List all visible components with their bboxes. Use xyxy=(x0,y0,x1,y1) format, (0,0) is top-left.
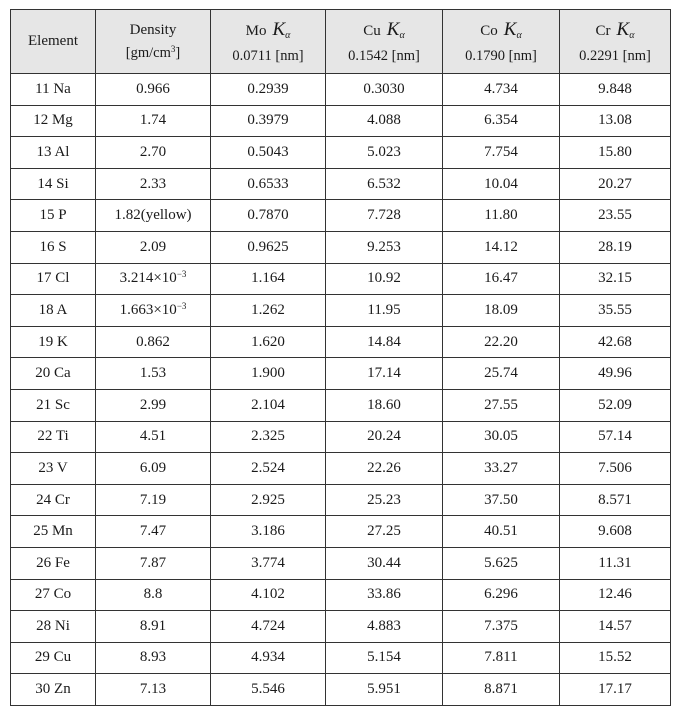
cell-cr-value: 7.506 xyxy=(598,459,632,476)
cell-mo-value: 0.7870 xyxy=(247,207,289,224)
cell-co xyxy=(443,453,560,485)
header-cu xyxy=(326,10,443,74)
cell-cu-value: 0.3030 xyxy=(363,80,405,97)
cell-element xyxy=(11,579,96,611)
cell-element xyxy=(11,389,96,421)
cell-element xyxy=(11,642,96,674)
cell-cu xyxy=(326,105,443,137)
cell-cu-value: 14.84 xyxy=(367,333,401,350)
table-row xyxy=(11,611,671,643)
cell-mo xyxy=(211,137,326,169)
cell-co-value: 25.74 xyxy=(484,365,518,382)
cell-element xyxy=(11,421,96,453)
header-row xyxy=(11,10,671,74)
cell-element-value: 28 Ni xyxy=(36,617,70,634)
cell-cr-value: 20.27 xyxy=(598,175,632,192)
cell-co-value: 33.27 xyxy=(484,459,518,476)
cell-density-value: 7.87 xyxy=(139,554,167,571)
cell-cu xyxy=(326,484,443,516)
cell-density-value: 8.91 xyxy=(139,617,167,634)
header-density-unit-sup: 3 xyxy=(170,43,176,54)
cell-cu-value: 18.60 xyxy=(367,396,401,413)
cell-element-value: 11 Na xyxy=(35,80,71,97)
table-row xyxy=(11,421,671,453)
header-mo-wavelength: 0.0711 [nm] xyxy=(232,47,304,64)
table-body xyxy=(11,74,671,706)
cell-cu-value: 5.023 xyxy=(367,143,401,160)
cell-co-value: 37.50 xyxy=(484,491,518,508)
cell-element xyxy=(11,484,96,516)
cell-co xyxy=(443,200,560,232)
header-cu-top xyxy=(326,18,442,43)
cell-density-value: 1.74 xyxy=(139,112,167,129)
cell-co-value: 7.754 xyxy=(484,143,518,160)
cell-cu xyxy=(326,74,443,106)
cell-density xyxy=(96,421,211,453)
cell-density-value: 1.82(yellow) xyxy=(114,207,192,224)
cell-element xyxy=(11,200,96,232)
cell-mo-value: 0.2939 xyxy=(247,80,289,97)
cell-mo xyxy=(211,231,326,263)
cell-element-value: 23 V xyxy=(38,459,68,476)
cell-mo xyxy=(211,611,326,643)
cell-cr xyxy=(560,295,671,327)
cell-co xyxy=(443,484,560,516)
cell-density xyxy=(96,326,211,358)
table-row xyxy=(11,74,671,106)
cell-density xyxy=(96,263,211,295)
cell-density-value: 7.19 xyxy=(139,491,167,508)
table-row xyxy=(11,453,671,485)
cell-density xyxy=(96,674,211,706)
table-row xyxy=(11,168,671,200)
header-density-unit-end: ] xyxy=(175,44,181,61)
cell-density-value: 1.663×10 xyxy=(119,301,177,318)
cell-co-value: 7.375 xyxy=(484,617,518,634)
cell-element-value: 12 Mg xyxy=(33,112,73,129)
cell-element-value: 15 P xyxy=(39,207,67,224)
cell-density xyxy=(96,231,211,263)
cell-mo xyxy=(211,579,326,611)
cell-cr xyxy=(560,674,671,706)
cell-cr xyxy=(560,389,671,421)
cell-mo-value: 0.3979 xyxy=(247,112,289,129)
cell-cr-value: 14.57 xyxy=(598,617,632,634)
table-row xyxy=(11,484,671,516)
cell-cr xyxy=(560,326,671,358)
cell-cr xyxy=(560,484,671,516)
cell-cr xyxy=(560,516,671,548)
cell-cu xyxy=(326,231,443,263)
cell-cu-value: 20.24 xyxy=(367,428,401,445)
cell-mo-value: 2.104 xyxy=(251,396,285,413)
header-co-label: Co xyxy=(480,23,498,40)
table-row xyxy=(11,200,671,232)
cell-co-value: 11.80 xyxy=(484,207,518,224)
cell-mo-value: 1.620 xyxy=(251,333,285,350)
cell-co-value: 14.12 xyxy=(484,238,518,255)
header-cr-symbol: K xyxy=(616,19,630,41)
cell-density xyxy=(96,200,211,232)
header-co xyxy=(443,10,560,74)
cell-cu-value: 22.26 xyxy=(367,459,401,476)
cell-density xyxy=(96,74,211,106)
cell-cu-value: 27.25 xyxy=(367,523,401,540)
cell-density xyxy=(96,484,211,516)
cell-cu xyxy=(326,421,443,453)
cell-co xyxy=(443,168,560,200)
cell-cu-value: 9.253 xyxy=(367,238,401,255)
cell-cu-value: 25.23 xyxy=(367,491,401,508)
cell-co xyxy=(443,326,560,358)
cell-cu xyxy=(326,358,443,390)
cell-mo-value: 3.774 xyxy=(251,554,285,571)
cell-mo-value: 1.262 xyxy=(251,301,285,318)
cell-density-value: 0.966 xyxy=(136,80,170,97)
header-co-top xyxy=(443,18,559,43)
header-co-wavelength: 0.1790 [nm] xyxy=(465,47,537,64)
cell-element xyxy=(11,326,96,358)
cell-element xyxy=(11,453,96,485)
header-cr-wavelength: 0.2291 [nm] xyxy=(579,47,651,64)
cell-cr xyxy=(560,453,671,485)
cell-co xyxy=(443,137,560,169)
cell-element-value: 17 Cl xyxy=(36,270,70,287)
cell-element-value: 20 Ca xyxy=(35,365,71,382)
header-mo-subscript: α xyxy=(285,30,291,42)
cell-density xyxy=(96,547,211,579)
table-header xyxy=(11,10,671,74)
header-mo xyxy=(211,10,326,74)
header-cr-label: Cr xyxy=(595,23,611,40)
cell-cu-value: 5.951 xyxy=(367,681,401,698)
cell-cr xyxy=(560,579,671,611)
cell-mo xyxy=(211,105,326,137)
cell-cu-value: 5.154 xyxy=(367,649,401,666)
table-row xyxy=(11,358,671,390)
mass-absorption-table xyxy=(10,9,671,706)
cell-cr xyxy=(560,168,671,200)
cell-cr-value: 28.19 xyxy=(598,238,632,255)
cell-cu xyxy=(326,200,443,232)
cell-cr-value: 17.17 xyxy=(598,681,632,698)
cell-mo xyxy=(211,389,326,421)
cell-mo-value: 2.524 xyxy=(251,459,285,476)
cell-mo-value: 3.186 xyxy=(251,523,285,540)
cell-element-value: 19 K xyxy=(38,333,68,350)
cell-cu-value: 7.728 xyxy=(367,207,401,224)
cell-co-value: 30.05 xyxy=(484,428,518,445)
cell-cr-value: 49.96 xyxy=(598,365,632,382)
cell-mo xyxy=(211,547,326,579)
cell-mo xyxy=(211,453,326,485)
cell-element xyxy=(11,547,96,579)
cell-mo xyxy=(211,674,326,706)
cell-cu-value: 33.86 xyxy=(367,586,401,603)
cell-element-value: 25 Mn xyxy=(33,523,73,540)
cell-cr-value: 9.848 xyxy=(598,80,632,97)
cell-density xyxy=(96,295,211,327)
cell-co xyxy=(443,579,560,611)
cell-mo xyxy=(211,642,326,674)
table-row xyxy=(11,389,671,421)
cell-element xyxy=(11,516,96,548)
header-mo-symbol: K xyxy=(272,19,286,41)
cell-density-value: 0.862 xyxy=(136,333,170,350)
cell-element xyxy=(11,137,96,169)
table-row xyxy=(11,263,671,295)
cell-cr xyxy=(560,74,671,106)
cell-cr-value: 35.55 xyxy=(598,301,632,318)
cell-cu xyxy=(326,326,443,358)
table-row xyxy=(11,295,671,327)
cell-cr-value: 42.68 xyxy=(598,333,632,350)
header-cr xyxy=(560,10,671,74)
cell-element-value: 24 Cr xyxy=(36,491,70,508)
header-cu-symbol: K xyxy=(386,19,400,41)
cell-cu xyxy=(326,611,443,643)
cell-cu xyxy=(326,168,443,200)
cell-co xyxy=(443,358,560,390)
cell-cr xyxy=(560,137,671,169)
cell-element xyxy=(11,611,96,643)
cell-element-value: 27 Co xyxy=(34,586,72,603)
header-density-unit-text: [gm/cm xyxy=(125,44,171,61)
cell-density-value: 8.93 xyxy=(139,649,167,666)
cell-density-value: 2.70 xyxy=(139,143,167,160)
cell-cr-value: 8.571 xyxy=(598,491,632,508)
cell-cu-value: 30.44 xyxy=(367,554,401,571)
cell-density-value: 2.99 xyxy=(139,396,167,413)
header-cr-top xyxy=(560,18,670,43)
cell-cr-value: 9.608 xyxy=(598,523,632,540)
cell-co-value: 8.871 xyxy=(484,681,518,698)
cell-element-value: 13 Al xyxy=(36,143,70,160)
cell-co xyxy=(443,674,560,706)
cell-cu xyxy=(326,579,443,611)
header-cu-subscript: α xyxy=(399,30,405,42)
cell-mo-value: 1.900 xyxy=(251,365,285,382)
cell-mo-value: 0.9625 xyxy=(247,238,289,255)
cell-mo xyxy=(211,263,326,295)
cell-density xyxy=(96,642,211,674)
cell-element-value: 26 Fe xyxy=(36,554,70,571)
cell-cu xyxy=(326,295,443,327)
cell-mo-value: 4.934 xyxy=(251,649,285,666)
cell-co-value: 6.354 xyxy=(484,112,518,129)
cell-cr-value: 32.15 xyxy=(598,270,632,287)
cell-cu-value: 10.92 xyxy=(367,270,401,287)
cell-density xyxy=(96,389,211,421)
cell-density xyxy=(96,105,211,137)
cell-cr xyxy=(560,105,671,137)
cell-element-value: 30 Zn xyxy=(35,681,71,698)
cell-cu-value: 4.883 xyxy=(367,617,401,634)
header-density xyxy=(96,10,211,74)
cell-cr xyxy=(560,200,671,232)
cell-density-value: 1.53 xyxy=(139,365,167,382)
header-cu-label: Cu xyxy=(363,23,381,40)
cell-element-value: 22 Ti xyxy=(37,428,69,445)
cell-cu xyxy=(326,642,443,674)
cell-cr xyxy=(560,263,671,295)
cell-co-value: 22.20 xyxy=(484,333,518,350)
cell-co xyxy=(443,105,560,137)
header-cr-subscript: α xyxy=(629,30,635,42)
table-row xyxy=(11,642,671,674)
cell-mo xyxy=(211,74,326,106)
cell-cr xyxy=(560,358,671,390)
cell-density xyxy=(96,168,211,200)
cell-element-value: 18 A xyxy=(38,301,68,318)
table-row xyxy=(11,674,671,706)
cell-density xyxy=(96,516,211,548)
cell-cu xyxy=(326,674,443,706)
table-container xyxy=(10,9,671,706)
header-cu-wavelength: 0.1542 [nm] xyxy=(348,47,420,64)
cell-element-value: 14 Si xyxy=(37,175,69,192)
cell-density-exponent: −3 xyxy=(176,269,187,280)
cell-cr xyxy=(560,611,671,643)
cell-element xyxy=(11,295,96,327)
cell-mo xyxy=(211,484,326,516)
cell-cu-value: 6.532 xyxy=(367,175,401,192)
cell-density-value: 7.13 xyxy=(139,681,167,698)
cell-cr-value: 23.55 xyxy=(598,207,632,224)
cell-co-value: 7.811 xyxy=(484,649,518,666)
cell-cr-value: 52.09 xyxy=(598,396,632,413)
header-density-label: Density xyxy=(129,22,177,39)
cell-density-exponent: −3 xyxy=(176,300,187,311)
table-row xyxy=(11,231,671,263)
cell-cu xyxy=(326,137,443,169)
cell-element-value: 29 Cu xyxy=(34,649,72,666)
cell-cr-value: 12.46 xyxy=(598,586,632,603)
cell-cu-value: 17.14 xyxy=(367,365,401,382)
cell-density xyxy=(96,358,211,390)
table-row xyxy=(11,326,671,358)
cell-co-value: 27.55 xyxy=(484,396,518,413)
cell-mo-value: 0.6533 xyxy=(247,175,289,192)
cell-mo-value: 1.164 xyxy=(251,270,285,287)
cell-element xyxy=(11,674,96,706)
cell-co xyxy=(443,263,560,295)
cell-element xyxy=(11,105,96,137)
cell-mo xyxy=(211,295,326,327)
cell-co xyxy=(443,389,560,421)
cell-mo xyxy=(211,200,326,232)
cell-mo xyxy=(211,516,326,548)
cell-element-value: 16 S xyxy=(39,238,67,255)
cell-element xyxy=(11,231,96,263)
header-mo-label: Mo xyxy=(245,23,267,40)
cell-mo-value: 4.102 xyxy=(251,586,285,603)
cell-co xyxy=(443,516,560,548)
cell-cu-value: 4.088 xyxy=(367,112,401,129)
cell-cu xyxy=(326,453,443,485)
cell-co xyxy=(443,231,560,263)
header-element-label: Element xyxy=(28,33,78,50)
table-row xyxy=(11,579,671,611)
cell-mo-value: 0.5043 xyxy=(247,143,289,160)
cell-co-value: 6.296 xyxy=(484,586,518,603)
cell-element xyxy=(11,168,96,200)
cell-cu xyxy=(326,516,443,548)
cell-density-value: 6.09 xyxy=(139,459,167,476)
cell-mo-value: 5.546 xyxy=(251,681,285,698)
cell-mo-value: 2.325 xyxy=(251,428,285,445)
header-element xyxy=(11,10,96,74)
cell-density-value: 7.47 xyxy=(139,523,167,540)
cell-co xyxy=(443,421,560,453)
cell-cr-value: 15.52 xyxy=(598,649,632,666)
table-row xyxy=(11,105,671,137)
header-co-subscript: α xyxy=(516,30,522,42)
cell-mo xyxy=(211,358,326,390)
cell-cr-value: 15.80 xyxy=(598,143,632,160)
cell-element xyxy=(11,358,96,390)
cell-density-value: 2.09 xyxy=(139,238,167,255)
cell-density xyxy=(96,453,211,485)
cell-element xyxy=(11,263,96,295)
header-density-unit xyxy=(96,44,210,62)
cell-co-value: 16.47 xyxy=(484,270,518,287)
cell-co-value: 4.734 xyxy=(484,80,518,97)
cell-co xyxy=(443,547,560,579)
cell-mo-value: 2.925 xyxy=(251,491,285,508)
table-row xyxy=(11,547,671,579)
cell-cu-value: 11.95 xyxy=(367,301,401,318)
cell-density-value: 8.8 xyxy=(143,586,163,603)
cell-co-value: 5.625 xyxy=(484,554,518,571)
table-row xyxy=(11,137,671,169)
cell-cr xyxy=(560,231,671,263)
cell-density-value: 4.51 xyxy=(139,428,167,445)
cell-density xyxy=(96,579,211,611)
cell-density xyxy=(96,611,211,643)
cell-cr-value: 13.08 xyxy=(598,112,632,129)
cell-cr xyxy=(560,642,671,674)
cell-cu xyxy=(326,547,443,579)
cell-mo-value: 4.724 xyxy=(251,617,285,634)
cell-mo xyxy=(211,421,326,453)
cell-cu xyxy=(326,263,443,295)
cell-cr-value: 11.31 xyxy=(598,554,632,571)
cell-co-value: 18.09 xyxy=(484,301,518,318)
cell-cu xyxy=(326,389,443,421)
cell-mo xyxy=(211,168,326,200)
cell-co xyxy=(443,611,560,643)
cell-cr-value: 57.14 xyxy=(598,428,632,445)
cell-co xyxy=(443,642,560,674)
cell-co-value: 10.04 xyxy=(484,175,518,192)
cell-element-value: 21 Sc xyxy=(36,396,70,413)
cell-element xyxy=(11,74,96,106)
header-mo-top xyxy=(211,18,325,43)
header-co-symbol: K xyxy=(503,19,517,41)
cell-density-value: 2.33 xyxy=(139,175,167,192)
cell-co-value: 40.51 xyxy=(484,523,518,540)
cell-density xyxy=(96,137,211,169)
table-row xyxy=(11,516,671,548)
cell-mo xyxy=(211,326,326,358)
cell-cr xyxy=(560,547,671,579)
cell-density-value: 3.214×10 xyxy=(119,270,177,287)
cell-co xyxy=(443,295,560,327)
cell-co xyxy=(443,74,560,106)
cell-cr xyxy=(560,421,671,453)
